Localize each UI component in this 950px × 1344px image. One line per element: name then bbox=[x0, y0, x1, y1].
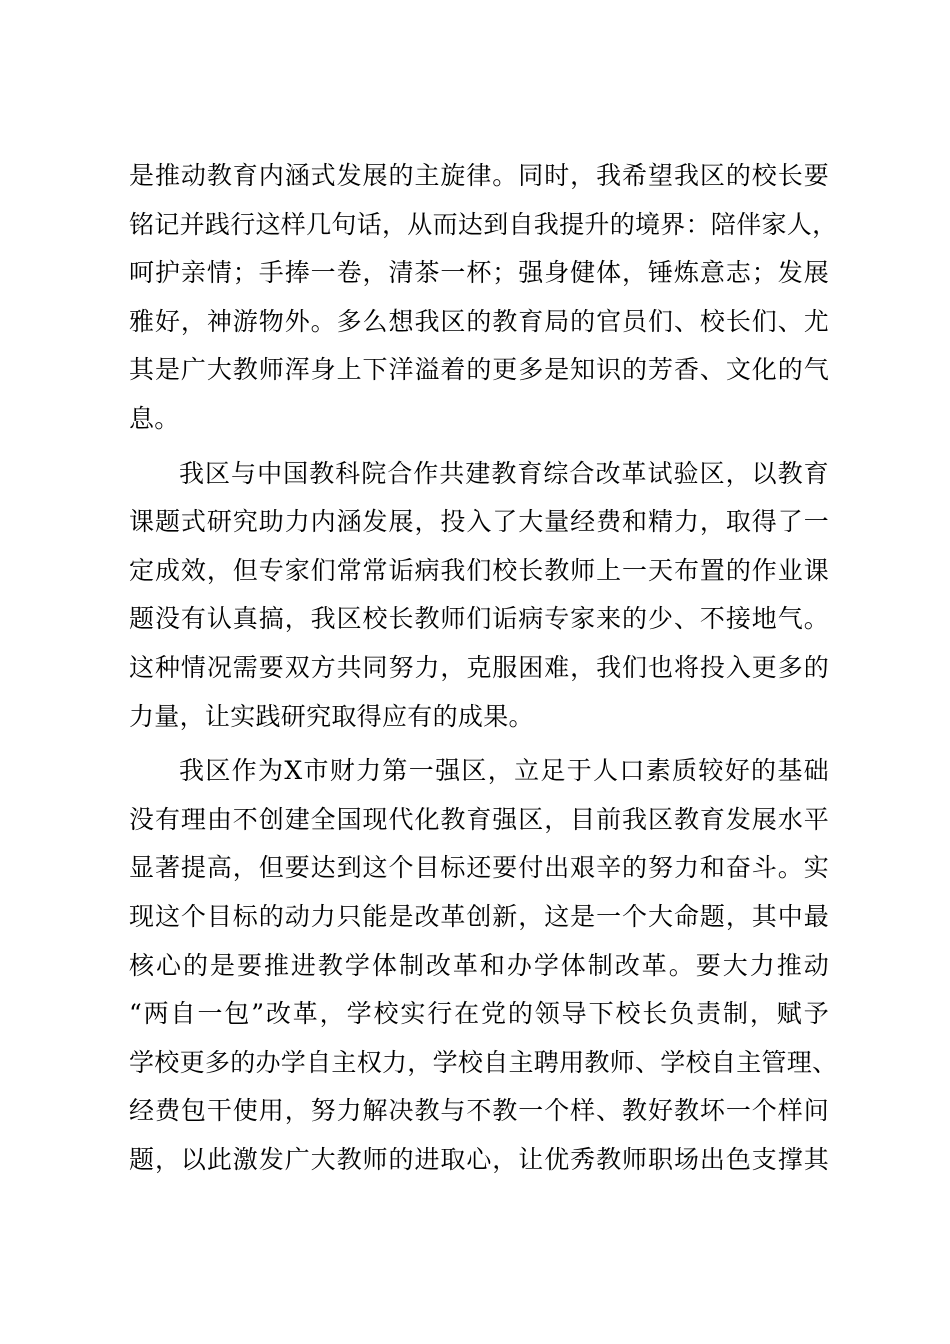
paragraph-3 bbox=[129, 747, 838, 1184]
text-line: 现这个目标的动力只能是改革创新，这是一个大命题，其中最 bbox=[129, 901, 829, 931]
text-line: 我区作为X市财力第一强区，立足于人口素质较好的基础 bbox=[179, 756, 829, 786]
text-line: 学校更多的办学自主权力，学校自主聘用教师、学校自主管理、 bbox=[129, 1047, 838, 1077]
text-line: 核心的是要推进教学体制改革和办学体制改革。要大力推动 bbox=[129, 950, 829, 980]
text-line: 课题式研究助力内涵发展，投入了大量经费和精力，取得了一 bbox=[129, 507, 829, 537]
text-line: 是推动教育内涵式发展的主旋律。同时，我希望我区的校长要 bbox=[129, 161, 829, 190]
text-line: 呵护亲情；手捧一卷，清茶一杯；强身健体，锤炼意志；发展 bbox=[129, 258, 829, 288]
text-line: 其是广大教师浑身上下洋溢着的更多是知识的芳香、文化的气 bbox=[129, 355, 829, 385]
text-line: 我区与中国教科院合作共建教育综合改革试验区，以教育 bbox=[179, 458, 829, 488]
text-line: 力量，让实践研究取得应有的成果。 bbox=[129, 701, 534, 731]
text-line: 题没有认真搞，我区校长教师们诟病专家来的少、不接地气。 bbox=[129, 604, 829, 634]
text-line: 经费包干使用，努力解决教与不教一个样、教好教坏一个样问 bbox=[129, 1096, 829, 1126]
text-line: “两自一包”改革，学校实行在党的领导下校长负责制，赋予 bbox=[129, 999, 829, 1029]
text-line: 雅好，神游物外。多么想我区的教育局的官员们、校长们、尤 bbox=[129, 306, 829, 336]
paragraph-2 bbox=[129, 450, 829, 742]
body-text bbox=[129, 152, 838, 1184]
text-line: 息。 bbox=[129, 403, 180, 433]
text-line: 定成效，但专家们常常诟病我们校长教师上一天布置的作业课 bbox=[129, 555, 829, 585]
text-line: 题，以此激发广大教师的进取心，让优秀教师职场出色支撑其 bbox=[129, 1144, 829, 1174]
text-line: 没有理由不创建全国现代化教育强区，目前我区教育发展水平 bbox=[129, 804, 829, 834]
paragraph-1 bbox=[129, 152, 838, 444]
text-line: 这种情况需要双方共同努力，克服困难，我们也将投入更多的 bbox=[129, 652, 829, 682]
text-line: 显著提高，但要达到这个目标还要付出艰辛的努力和奋斗。实 bbox=[129, 853, 829, 883]
text-line: 铭记并践行这样几句话，从而达到自我提升的境界：陪伴家人， bbox=[129, 209, 838, 239]
